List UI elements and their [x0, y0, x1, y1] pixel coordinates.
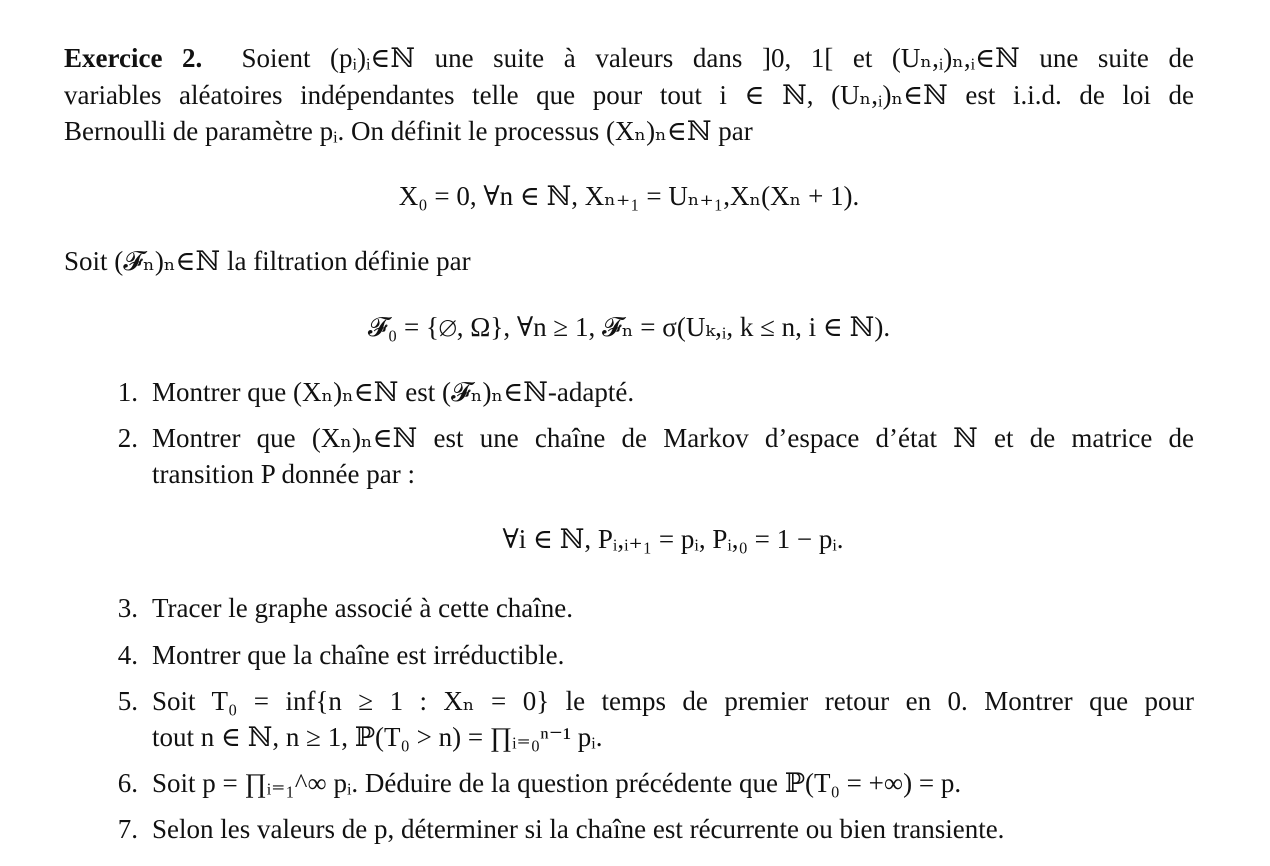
question-5-text-line-2: tout n ∈ ℕ, n ≥ 1, ℙ(T₀ > n) = ∏ᵢ₌₀ⁿ⁻¹ pᵢ.: [152, 722, 603, 752]
intro-line-3: Bernoulli de paramètre pᵢ. On définit le processus (Xₙ)ₙ∈ℕ par: [64, 116, 753, 146]
question-number: 2.: [117, 423, 138, 453]
exercise-title: Exercice 2.: [64, 43, 203, 73]
question-number: 6.: [117, 768, 138, 798]
intro-line-2: variables aléatoires indépendantes telle que pour tout i ∈ ℕ, (Uₙ,ᵢ)ₙ∈ℕ est i.i.d. de loi de: [64, 80, 1194, 110]
question-number: 5.: [117, 686, 138, 716]
intro-text-1: Soient (pᵢ)ᵢ∈ℕ une suite à valeurs dans ]0, 1[ et (Uₙ,ᵢ)ₙ,ᵢ∈ℕ une suite de: [241, 43, 1194, 73]
filtration-intro: Soit (𝓕ₙ)ₙ∈ℕ la filtration définie par: [64, 246, 471, 276]
intro-line-1: [64, 40, 1194, 76]
transition-matrix-definition: ∀i ∈ ℕ, Pᵢ,ᵢ₊₁ = pᵢ, Pᵢ,₀ = 1 − pᵢ.: [502, 524, 844, 554]
question-6-text: Soit p = ∏ᵢ₌₁^∞ pᵢ. Déduire de la question précédente que ℙ(T₀ = +∞) = p.: [152, 768, 962, 798]
question-number: 7.: [117, 814, 138, 844]
question-1-text: Montrer que (Xₙ)ₙ∈ℕ est (𝓕ₙ)ₙ∈ℕ-adapté.: [152, 377, 635, 407]
question-3-text: Tracer le graphe associé à cette chaîne.: [152, 593, 574, 623]
question-2-text-line-1: Montrer que (Xₙ)ₙ∈ℕ est une chaîne de Markov d’espace d’état ℕ et de matrice de: [152, 423, 1194, 453]
question-4-text: Montrer que la chaîne est irréductible.: [152, 640, 565, 670]
filtration-definition: 𝓕₀ = {∅, Ω}, ∀n ≥ 1, 𝓕ₙ = σ(Uₖ,ᵢ, k ≤ n, i ∈ ℕ).: [367, 312, 891, 342]
question-2-text-line-2: transition P donnée par :: [152, 459, 415, 489]
question-number: 3.: [117, 593, 138, 623]
question-5-text-line-1: Soit T₀ = inf{n ≥ 1 : Xₙ = 0} le temps de premier retour en 0. Montrer que pour: [152, 686, 1194, 716]
question-number: 1.: [117, 377, 138, 407]
question-7-text: Selon les valeurs de p, déterminer si la chaîne est récurrente ou bien transiente.: [152, 814, 1005, 844]
process-definition: X₀ = 0, ∀n ∈ ℕ, Xₙ₊₁ = Uₙ₊₁,Xₙ(Xₙ + 1).: [398, 181, 860, 211]
question-number: 4.: [117, 640, 138, 670]
